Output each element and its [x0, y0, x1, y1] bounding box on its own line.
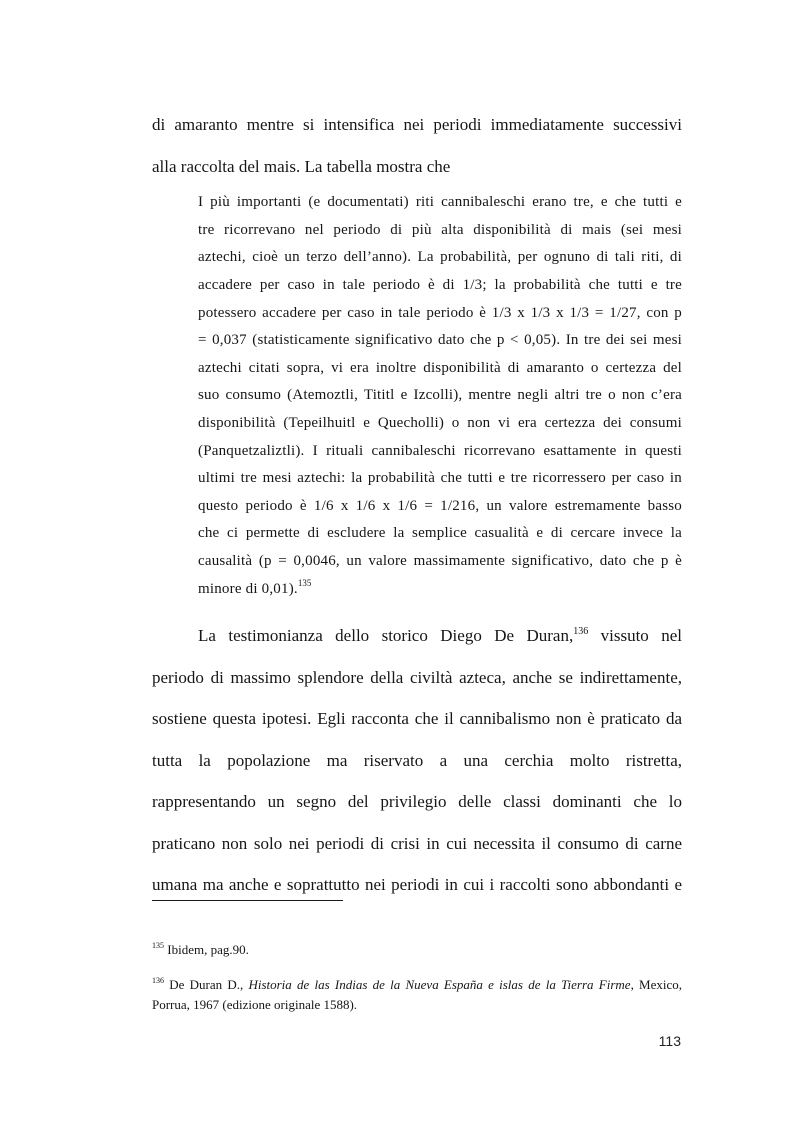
quote-line: tre ricorrevano nel periodo di più alta disponibilità di mais (sei mesi [198, 221, 682, 238]
paragraph-continued [152, 104, 682, 187]
text-line: tutta la popolazione ma riservato a una cerchia molto ristretta, [152, 750, 682, 770]
quote-line: ultimi tre mesi aztechi: la probabilità che tutti e tre ricorressero per caso in [198, 470, 682, 487]
paragraph [152, 615, 682, 906]
text-line: di amaranto mentre si intensifica nei periodi immediatamente successivi [152, 115, 682, 135]
quote-line: aztechi, cioè un terzo dell’anno). La probabilità, per ognuno di tali riti, di [198, 249, 682, 266]
footnote-number: 135 [152, 940, 164, 950]
footnote-reference: 135 [297, 577, 312, 588]
quote-line: accadere per caso in tale periodo è di 1/3; la probabilità che tutti e tre [198, 276, 682, 293]
quote-line: (Panquetzaliztli). I rituali cannibaleschi ricorrevano esattamente in questi [198, 442, 682, 459]
text-line [152, 615, 682, 657]
quote-line-text: minore di 0,01). [198, 580, 298, 597]
quote-line: potessero accadere per caso in tale periodo è 1/3 x 1/3 x 1/3 = 1/27, con p [198, 304, 682, 321]
quote-line: causalità (p = 0,0046, un valore massimamente significativo, dato che p è [198, 552, 682, 569]
quote-line [198, 576, 682, 604]
footnote-136 [152, 975, 682, 1014]
footnote-reference: 136 [573, 625, 589, 637]
text-line: rappresentando un segno del privilegio delle classi dominanti che lo [152, 792, 682, 812]
quote-line: questo periodo è 1/6 x 1/6 x 1/6 = 1/216, un valore estremamente basso [198, 497, 682, 514]
page-number: 113 [658, 1033, 681, 1049]
footnote-title: Historia de las Indias de la Nueva España e islas de la Tierra Firme [248, 977, 631, 993]
text-line: praticano non solo nei periodi di crisi in cui necessita il consumo di carne [152, 833, 682, 853]
text-line-end: vissuto nel [588, 626, 682, 646]
footnote-number: 136 [152, 975, 164, 985]
text-line: alla raccolta del mais. La tabella mostra che [152, 156, 451, 176]
quote-line: disponibilità (Tepeilhuitl e Quecholli) o non vi era certezza dei consumi [198, 414, 682, 431]
quote-line: = 0,037 (statisticamente significativo dato che p < 0,05). In tre dei sei mesi [198, 332, 682, 349]
text-line: periodo di massimo splendore della civiltà azteca, anche se indirettamente, [152, 667, 682, 687]
footnote-135 [152, 940, 682, 960]
text-line: umana ma anche e soprattutto nei periodi in cui i raccolti sono abbondanti e [152, 875, 682, 895]
quote-line: aztechi citati sopra, vi era inoltre disponibilità di amaranto o certezza del [198, 359, 682, 376]
text-line: sostiene questa ipotesi. Egli racconta che il cannibalismo non è praticato da [152, 709, 682, 729]
quote-line: I più importanti (e documentati) riti cannibaleschi erano tre, e che tutti e [198, 194, 682, 211]
footnote-text: Ibidem, pag.90. [167, 942, 249, 958]
quote-line: suo consumo (Atemoztli, Tititl e Izcolli), mentre negli altri tre o non c’era [198, 387, 682, 404]
block-quote [198, 189, 682, 603]
footnote-publication: , Mexico, Porrua, 1967 (edizione originale 1588). [152, 977, 682, 1012]
footnote-separator [152, 900, 343, 901]
text-line-start: La testimonianza dello storico Diego De Duran, [198, 626, 574, 646]
quote-line: che ci permette di escludere la semplice casualità e di cercare invece la [198, 525, 682, 542]
footnote-author: De Duran D., [169, 977, 249, 993]
